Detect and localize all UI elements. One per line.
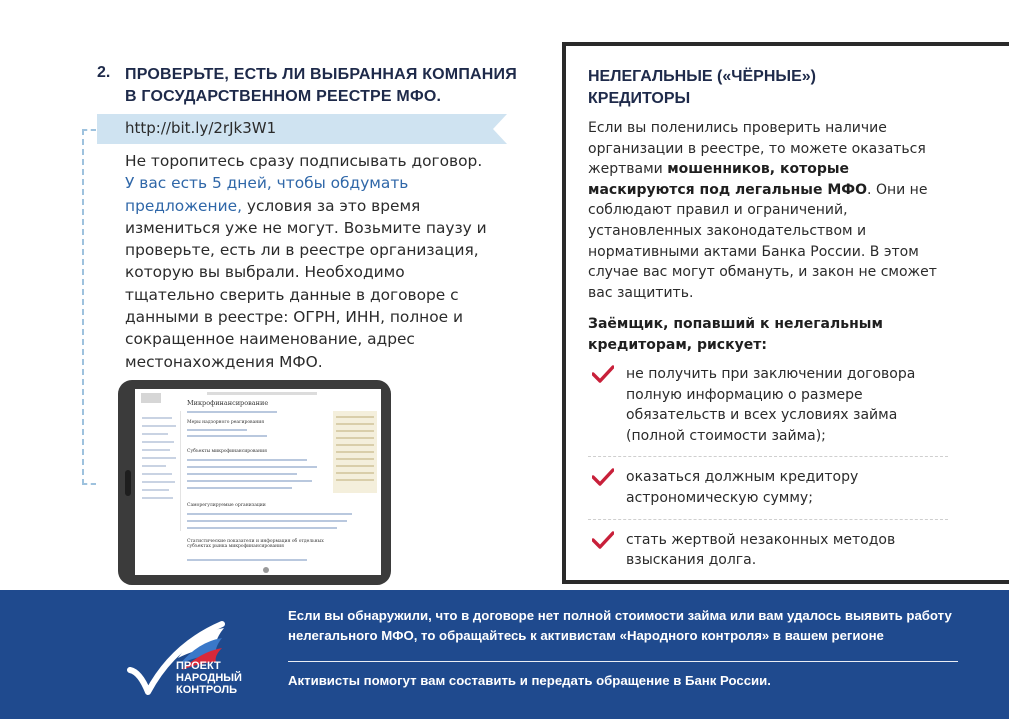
risk-separator xyxy=(588,519,948,520)
checkmark-icon xyxy=(592,468,614,486)
tablet-home-button xyxy=(125,470,131,496)
screen-logo xyxy=(141,393,161,403)
illegal-text: Если вы поленились проверить наличие организации в реестре, то можете оказаться жертвами мошенников, которые маскируются под легальные МФО. Они не соблюдают правил и ограничений, установленных законодательством и нормативными актами Банка России. В этом случае вас могут обмануть, и закон не сможет вас защитить. xyxy=(588,120,937,301)
risk-separator xyxy=(588,456,948,457)
footer-banner xyxy=(0,590,1009,719)
footer-divider xyxy=(288,661,958,662)
illegal-title: НЕЛЕГАЛЬНЫЕ («ЧЁРНЫЕ») КРЕДИТОРЫ xyxy=(588,68,816,107)
risk-title: Заёмщик, попавший к нелегальным кредиторам, рискует: xyxy=(588,316,883,353)
screen-side-box xyxy=(333,411,377,493)
illegal-text-bold: мошенников, которые маскируются под легальные МФО xyxy=(588,161,868,198)
screen-sub-3: Саморегулируемые организации xyxy=(187,503,266,508)
screen-sub-4: Статистические показатели и информация об отдельных субъектах рынка микрофинансирования xyxy=(187,539,324,549)
tablet-illustration xyxy=(118,380,391,585)
screen-sidebar xyxy=(139,411,181,531)
logo-text: ПРОЕКТ НАРОДНЫЙ КОНТРОЛЬ xyxy=(176,660,242,696)
screen-sub-2: Субъекты микрофинансирования xyxy=(187,449,267,454)
screen-footer-icon xyxy=(263,567,269,573)
para-rest: условия за это время измениться уже не могут. Возьмите паузу и проверьте, есть ли в реестре организация, которую вы выбрали. Необходимо тщательно сверить данные в договоре с данными в реестре: ОГРН, ИНН, полное и сокращенное наименование, адрес местонахождения МФО. xyxy=(125,196,487,371)
footer-text-primary: Если вы обнаружили, что в договоре нет полной стоимости займа или вам удалось выявить работу нелегального МФО, то обращайтесь к активистам «Народного контроля» в вашем регионе xyxy=(288,608,952,643)
para-start: Не торопитесь сразу подписывать договор. xyxy=(125,152,483,170)
risk-list xyxy=(588,364,948,571)
risk-item: не получить при заключении договора полную информацию о размере обязательств и всех условиях займа (полной стоимости займа); xyxy=(588,364,948,446)
step-number: 2. xyxy=(97,64,111,81)
narodny-kontrol-logo xyxy=(118,610,242,700)
risk-item: оказаться должным кредитору астрономическую сумму; xyxy=(588,467,948,508)
url-ribbon xyxy=(97,114,507,144)
footer-text-secondary: Активисты помогут вам составить и передать обращение в Банк России. xyxy=(288,673,771,688)
screen-sub-1: Меры надзорного реагирования xyxy=(187,420,265,425)
para-highlight: У вас есть 5 дней, чтобы обдумать предложение, xyxy=(125,174,409,215)
registry-link[interactable]: http://bit.ly/2rJk3W1 xyxy=(125,119,277,137)
step-title: ПРОВЕРЬТЕ, ЕСТЬ ЛИ ВЫБРАННАЯ КОМПАНИЯ В ГОСУДАРСТВЕННОМ РЕЕСТРЕ МФО. xyxy=(125,66,517,105)
screen-title: Микрофинансирование xyxy=(187,399,269,407)
checkmark-icon xyxy=(592,365,614,383)
tablet-screen xyxy=(135,389,381,575)
illegal-lenders-box xyxy=(562,42,1009,584)
risk-item: стать жертвой незаконных методов взыскания долга. xyxy=(588,530,948,571)
step-paragraph xyxy=(125,150,495,373)
screen-breadcrumb xyxy=(207,392,317,395)
dashed-connector xyxy=(82,129,96,485)
checkmark-icon xyxy=(592,531,614,549)
